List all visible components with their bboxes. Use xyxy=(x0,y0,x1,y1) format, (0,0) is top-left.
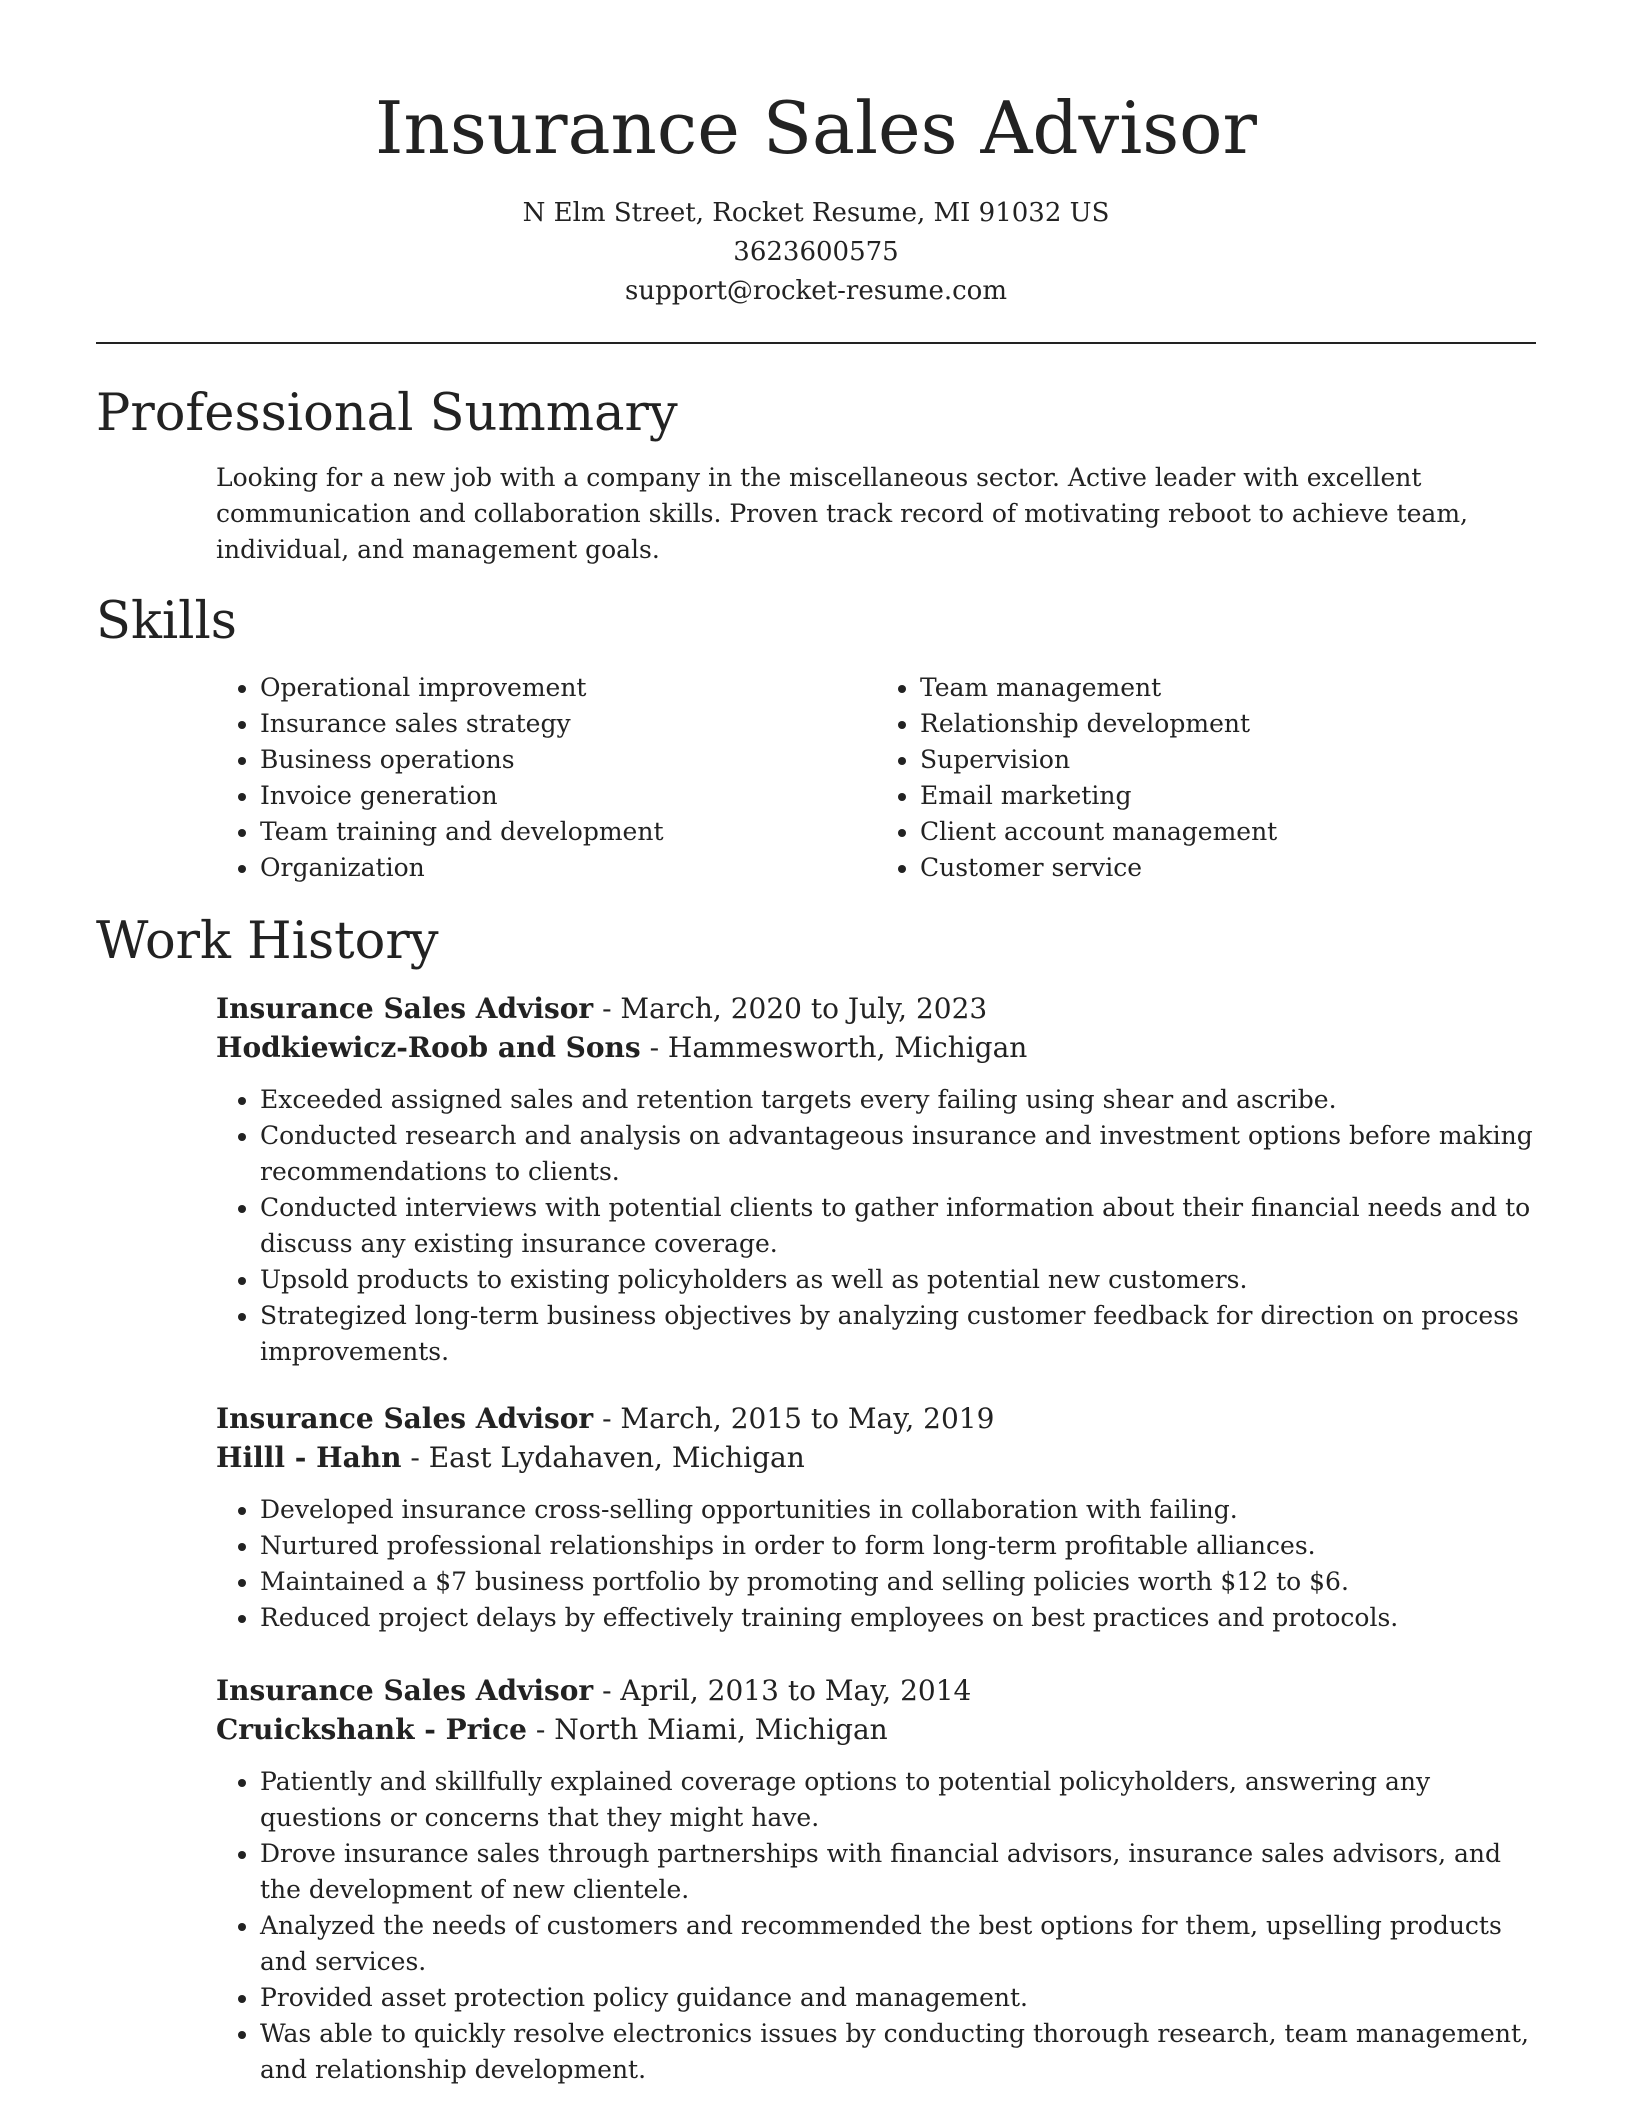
skill-item: • Team training and development xyxy=(260,814,876,850)
skills-column-right xyxy=(876,670,1536,886)
skill-item: • Client account management xyxy=(920,814,1536,850)
job-company-line xyxy=(216,1438,1536,1478)
skill-item: • Relationship development xyxy=(920,706,1536,742)
phone: 3623600575 xyxy=(733,237,899,267)
work-history-heading: Work History xyxy=(96,912,439,971)
company-name: Hilll - Hahn xyxy=(216,1441,402,1474)
skill-item: • Customer service xyxy=(920,850,1536,886)
skill-item: • Organization xyxy=(260,850,876,886)
job-bullet: • Developed insurance cross-selling opportunities in collaboration with failing. xyxy=(260,1492,1536,1528)
job-bullet: • Maintained a $7 business portfolio by promoting and selling policies worth $12 to $6. xyxy=(260,1564,1536,1600)
job-company-line xyxy=(216,1028,1536,1068)
job-bullets xyxy=(216,1082,1536,1370)
skill-item: • Business operations xyxy=(260,742,876,778)
job-bullet: • Reduced project delays by effectively training employees on best practices and protocols. xyxy=(260,1600,1536,1636)
job-company-line xyxy=(216,1710,1536,1750)
job-bullet: • Was able to quickly resolve electronics issues by conducting thorough research, team management, and relationship development. xyxy=(260,2016,1536,2088)
job-entry xyxy=(216,1400,1536,1636)
summary-text: Looking for a new job with a company in the miscellaneous sector. Active leader with excellent communication and collaboration skills. Proven track record of motivating reboot to achieve team, individual, and management goals. xyxy=(216,463,1468,564)
job-entry xyxy=(216,990,1536,1370)
job-bullet: • Conducted research and analysis on advantageous insurance and investment options before making recommendations to clients. xyxy=(260,1118,1536,1190)
job-bullet: • Exceeded assigned sales and retention targets every failing using shear and ascribe. xyxy=(260,1082,1536,1118)
company-location: - Hammesworth, Michigan xyxy=(640,1031,1028,1064)
company-location: - North Miami, Michigan xyxy=(526,1713,888,1746)
job-bullet: • Analyzed the needs of customers and recommended the best options for them, upselling products and services. xyxy=(260,1908,1536,1980)
email: support@rocket-resume.com xyxy=(624,276,1007,306)
job-bullet: • Nurtured professional relationships in order to form long-term profitable alliances. xyxy=(260,1528,1536,1564)
job-bullet: • Provided asset protection policy guidance and management. xyxy=(260,1980,1536,2016)
skill-item: • Team management xyxy=(920,670,1536,706)
job-role: Insurance Sales Advisor xyxy=(216,1674,594,1707)
job-bullets xyxy=(216,1492,1536,1636)
job-bullet: • Strategized long-term business objectives by analyzing customer feedback for direction on process improvements. xyxy=(260,1298,1536,1370)
skills-list xyxy=(216,670,1536,886)
job-entry xyxy=(216,1672,1536,2088)
skills-column-left xyxy=(216,670,876,886)
job-bullet: • Upsold products to existing policyholders as well as potential new customers. xyxy=(260,1262,1536,1298)
header-divider xyxy=(96,342,1536,344)
skill-item: • Operational improvement xyxy=(260,670,876,706)
company-name: Hodkiewicz-Roob and Sons xyxy=(216,1031,641,1064)
job-dates: - March, 2020 to July, 2023 xyxy=(593,992,988,1025)
job-title-line xyxy=(216,1400,1536,1438)
job-bullet: • Drove insurance sales through partnerships with financial advisors, insurance sales advisors, and the development of new clientele. xyxy=(260,1836,1536,1908)
job-title-line xyxy=(216,990,1536,1028)
candidate-name: Insurance Sales Advisor xyxy=(375,86,1257,170)
job-bullet: • Conducted interviews with potential clients to gather information about their financial needs and to discuss any existing insurance coverage. xyxy=(260,1190,1536,1262)
company-location: - East Lydahaven, Michigan xyxy=(401,1441,805,1474)
job-dates: - March, 2015 to May, 2019 xyxy=(593,1402,995,1435)
job-bullet: • Patiently and skillfully explained coverage options to potential policyholders, answering any questions or concerns that they might have. xyxy=(260,1764,1536,1836)
job-title-line xyxy=(216,1672,1536,1710)
address: N Elm Street, Rocket Resume, MI 91032 US xyxy=(522,198,1110,228)
skill-item: • Email marketing xyxy=(920,778,1536,814)
skill-item: • Supervision xyxy=(920,742,1536,778)
contact-block xyxy=(0,194,1632,311)
job-dates: - April, 2013 to May, 2014 xyxy=(593,1674,972,1707)
company-name: Cruickshank - Price xyxy=(216,1713,527,1746)
skill-item: • Insurance sales strategy xyxy=(260,706,876,742)
job-role: Insurance Sales Advisor xyxy=(216,1402,594,1435)
job-role: Insurance Sales Advisor xyxy=(216,992,594,1025)
job-bullets xyxy=(216,1764,1536,2088)
skills-heading: Skills xyxy=(96,592,237,651)
skill-item: • Invoice generation xyxy=(260,778,876,814)
resume-header xyxy=(0,0,1632,311)
summary-heading: Professional Summary xyxy=(96,384,678,443)
